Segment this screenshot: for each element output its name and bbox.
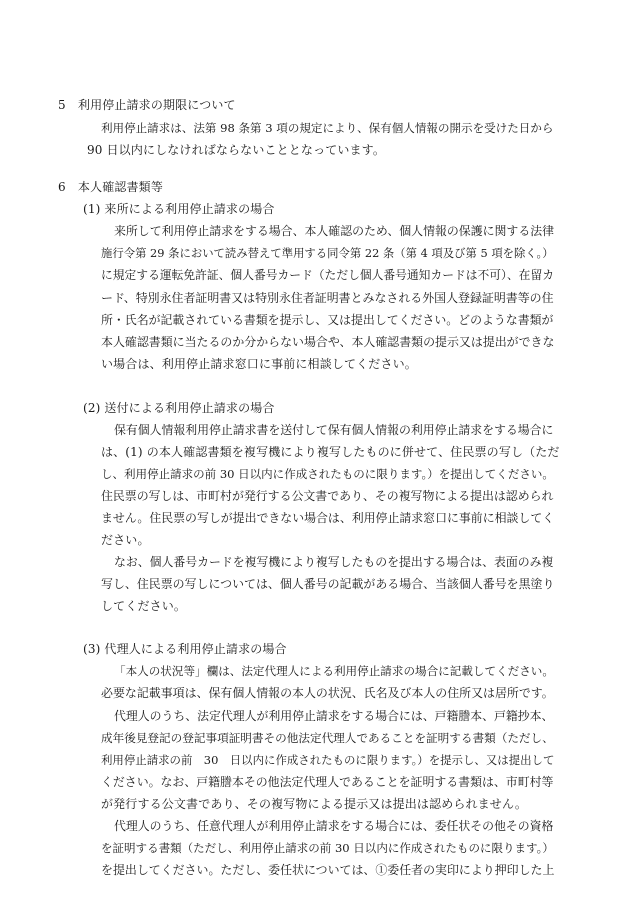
subsection-2-text-line: なお、個人番号カードを複写機により複写したものを提出する場合は、表面のみ複 (114, 555, 554, 569)
subsection-1-text-line: 来所して利用停止請求をする場合、本人確認のため、個人情報の保護に関する法律 (114, 224, 555, 238)
subsection-1-text-line: 所・氏名が記載されている書類を提示し、又は提出してください。どのような書類が (101, 313, 554, 327)
section-5-text-line: 利用停止請求は、法第 98 条第 3 項の規定により、保有個人情報の開示を受けた日から (101, 121, 554, 135)
subsection-2-text-line: 保有個人情報利用停止請求書を送付して保有個人情報の利用停止請求をする場合に (114, 423, 554, 437)
subsection-2-text-line: し、利用停止請求の前 30 日以内に作成されたものに限ります。）を提出してください。 (101, 467, 554, 481)
subsection-1-heading: (1) 来所による利用停止請求の場合 (83, 202, 275, 216)
section-5-heading: 5 利用停止請求の期限について (58, 98, 236, 112)
subsection-1-text-line: 施行令第 29 条において読み替えて準用する同令第 22 条（第 4 項及び第 5 項を除く。） (101, 246, 554, 260)
subsection-2-text-line: 住民票の写しは、市町村が発行する公文書であり、その複写物による提出は認められ (101, 489, 554, 503)
subsection-2-text-line: ださい。 (101, 533, 150, 547)
subsection-1-text-line: い場合は、利用停止請求窓口に事前に相談してください。 (101, 357, 417, 371)
section-6-heading: 6 本人確認書類等 (58, 180, 163, 194)
subsection-1-text-line: に規定する運転免許証、個人番号カード（ただし個人番号通知カードは不可）、在留カ (101, 268, 554, 282)
subsection-3-text-line: ください。なお、戸籍謄本その他法定代理人であることを証明する書類は、市町村等 (101, 775, 554, 789)
subsection-3-text-line: 利用停止請求の前 30 日以内に作成されたものに限ります。）を提示し、又は提出して (101, 753, 555, 767)
subsection-1-text-line: ード、特別永住者証明書又は特別永住者証明書とみなされる外国人登録証明書等の住 (101, 291, 554, 305)
subsection-3-text-line: 成年後見登記の登記事項証明書その他法定代理人であることを証明する書類（ただし、 (101, 731, 554, 745)
section-5-text-line: 90 日以内にしなければならないこととなっています。 (87, 143, 386, 157)
subsection-3-text-line: を提出してください。ただし、委任状については、①委任者の実印により押印した上 (101, 863, 555, 877)
subsection-3-text-line: 代理人のうち、法定代理人が利用停止請求をする場合には、戸籍謄本、戸籍抄本、 (114, 709, 554, 723)
subsection-3-text-line: 「本人の状況等」欄は、法定代理人による利用停止請求の場合に記載してください。 (114, 664, 554, 678)
subsection-2-text-line: 写し、住民票の写しについては、個人番号の記載がある場合、当該個人番号を黒塗り (101, 577, 555, 591)
subsection-2-text-line: ません。住民票の写しが提出できない場合は、利用停止請求窓口に事前に相談してく (101, 511, 555, 525)
subsection-2-text-line: してください。 (101, 599, 187, 613)
subsection-1-text-line: 本人確認書類に当たるのか分からない場合や、本人確認書類の提示又は提出ができな (101, 335, 555, 349)
subsection-3-heading: (3) 代理人による利用停止請求の場合 (83, 642, 287, 656)
subsection-2-heading: (2) 送付による利用停止請求の場合 (83, 401, 275, 415)
subsection-2-text-line: は、(1) の本人確認書類を複写機により複写したものに併せて、住民票の写し（ただ (101, 445, 560, 459)
subsection-3-text-line: 必要な記載事項は、保有個人情報の本人の状況、氏名及び本人の住所又は居所です。 (101, 686, 554, 700)
subsection-3-text-line: が発行する公文書であり、その複写物による提示又は提出は認められません。 (101, 797, 527, 811)
subsection-3-text-line: を証明する書類（ただし、利用停止請求の前 30 日以内に作成されたものに限ります。） (101, 841, 554, 855)
subsection-3-text-line: 代理人のうち、任意代理人が利用停止請求をする場合には、委任状その他その資格 (114, 819, 554, 833)
